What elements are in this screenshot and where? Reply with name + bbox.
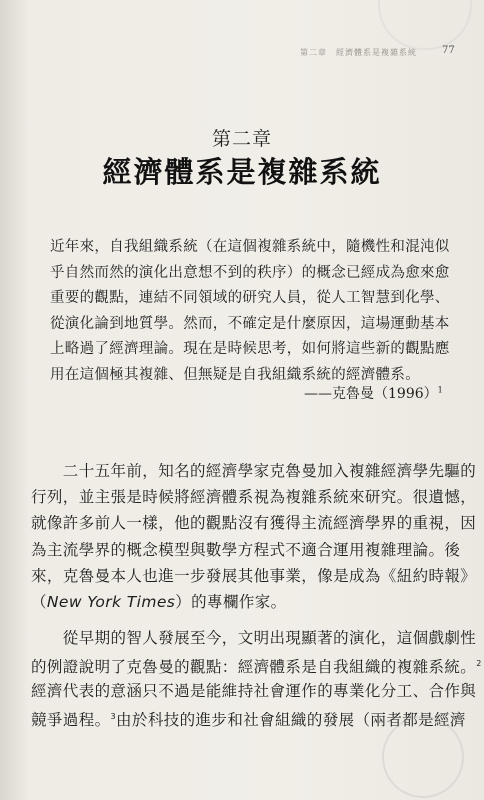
epigraph-line: 乎自然而然的演化出意想不到的秩序）的概念已經成為愈來愈 (50, 264, 450, 281)
body-line (31, 651, 482, 677)
epigraph-line: 上略過了經濟理論。現在是時候思考，如何將這些新的觀點應 (50, 341, 450, 357)
body-text-segment: 競爭過程。 (31, 710, 111, 729)
body-line: 就像許多前人一樣，他的觀點沒有獲得主流經濟學界的重視，因 (31, 514, 477, 533)
body-line: 行列，並主張是時候將經濟體系視為複雜系統來研究。很遺憾， (31, 488, 477, 507)
footnote-ref-3: 3 (110, 711, 117, 721)
body-line (31, 589, 443, 615)
page-number: 77 (442, 45, 455, 56)
body-text-tail: ）的專欄作家。 (175, 592, 287, 611)
epigraph-line: 近年來，自我組織系統（在這個複雜系統中，隨機性和混沌似 (50, 239, 450, 255)
body-line: 為主流學界的概念模型與數學方程式不適合運用複雜理論。後 (31, 540, 461, 559)
epigraph-attribution (304, 383, 443, 403)
body-line: 來，克魯曼本人也進一步發展其他事業，像是成為《紐約時報》 (31, 566, 477, 585)
newspaper-title: New York Times (46, 592, 176, 611)
epigraph-line: 重要的觀點，連結不同領域的研究人員，從人工智慧到化學、 (50, 290, 450, 306)
body-text-segment: 由於科技的進步和社會組織的發展（兩者都是經濟 (116, 710, 466, 729)
chapter-number: 第二章 (211, 128, 272, 150)
footnote-ref-1: 1 (437, 385, 443, 395)
body-line: 二十五年前，知名的經濟學家克魯曼加入複雜經濟學先驅的 (31, 462, 477, 480)
body-line (31, 704, 466, 730)
paragraph-gap (31, 615, 443, 625)
body-text (31, 458, 482, 730)
body-line: 從早期的智人發展至今，文明出現顯著的演化，這個戲劇性 (31, 629, 477, 648)
epigraph-line: 從演化論到地質學。然而，不確定是什麼原因，這場運動基本 (50, 315, 450, 332)
epigraph (50, 235, 450, 388)
running-head: 第二章 經濟體系是複雜系統 (300, 48, 417, 57)
paren-open: （ (31, 592, 47, 611)
body-text-segment: 的例證說明了克魯曼的觀點：經濟體系是自我組織的複雜系統。 (31, 658, 477, 677)
watermark-stamp (382, 716, 464, 798)
body-line: 經濟代表的意涵只不過是能維持社會運作的專業化分工、合作與 (31, 681, 477, 700)
watermark-stamp-top (378, 0, 472, 50)
footnote-ref-2: 2 (476, 659, 482, 669)
attribution-text: ——克魯曼（1996） (304, 386, 438, 402)
chapter-title: 經濟體系是複雜系統 (102, 155, 382, 189)
epigraph-line: 用在這個極其複雜、但無疑是自我組織系統的經濟體系。 (50, 366, 420, 383)
